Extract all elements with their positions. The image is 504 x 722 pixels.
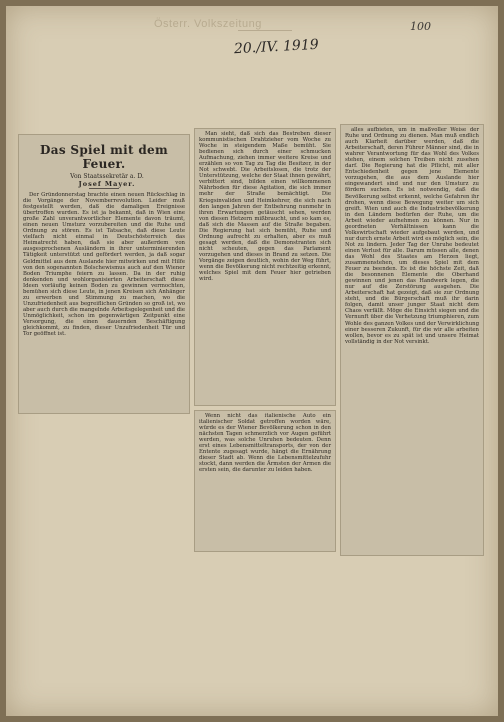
article-title: Das Spiel mit dem Feuer. <box>40 143 168 171</box>
article-text-col4: alles aufbieten, um in maßvoller Weise der Ruhe und Ordnung zu dienen. Man muß endlich auch Klarheit darüber werden, daß die Arbeiterschaft, deren Führer Männer sind, die in wahrer Verantwortung für das Wohl des Volkes stehen, einem solchen Treiben nicht zusehen darf. Die Regierung hat die Pflicht, mit aller Entschiedenheit gegen jene Elemente vorzugehen, die aus dem Auslande hier eingewandert sind und nur den Umsturz zu fördern suchen. Es ist notwendig, daß die Bevölkerung selbst erkennt, welche Gefahren ihr drohen, wenn diese Bewegung weiter um sich greift. Wien und auch die Industriebevölkerung in den Ländern bedürfen der Ruhe, um die Arbeit wieder aufnehmen zu können. Nur in geordneten Verhältnissen kann die Volkswirtschaft wieder aufgebaut werden, und nur durch ernste Arbeit wird es möglich sein, die Not zu lindern. Jeder Tag der Unruhe bedeutet einen Verlust für alle. Darum müssen alle, denen das Wohl des Staates am Herzen liegt, zusammenstehen, um dieses Spiel mit dem Feuer zu beenden. Es ist die höchste Zeit, daß die besonnenen Elemente die Oberhand gewinnen und jenen das Handwerk legen, die nur auf die Zerstörung ausgehen. Die Arbeiterschaft hat gezeigt, daß sie zur Ordnung steht, und die Bürgerschaft muß ihr darin folgen, damit unser junger Staat nicht dem Chaos verfällt. Möge die Einsicht siegen und die Vernunft über die Verhetzung triumphieren, zum Wohle des ganzen Volkes und der Verwirklichung einer besseren Zukunft, für die wir alle arbeiten wollen, bevor es zu spät ist und unsere Heimat vollständig in der Not versinkt. <box>345 127 479 345</box>
article-text-col1: Der Gründonnerstag brachte einen neuen Rückschlag in die Vorgänge der Novemberrevolution. Leider muß festgestellt werden, daß die damaligen Ereignisse übertroffen wurden. Es ist ja bekannt, daß in Wien eine große Zahl unverantwortlicher Elemente davon träumt, einen neuen Umsturz vorzubereiten und die Ruhe und Ordnung zu stören. Es ist Tatsache, daß diese Leute vielfach nicht einmal in Deutschösterreich das Heimatrecht haben, daß sie aber außerdem von ausgesprochenen Ausländern in ihrer unterminierenden Tätigkeit unterstützt und gefördert werden, ja daß sogar Geldmittel aus dem Auslande hier mitwirken und mit Hilfe von den sogenannten Bolschewismus auch auf den Wiener Boden Triumphe feiern zu lassen. Da in der ruhig denkenden und wohlorganisierten Arbeiterschaft diese Ideen vorläufig keinen Boden zu gewinnen vermochten, bemühen sich diese Leute, in jenen Kreisen sich Anhänger zu erwerben und Stimmung zu machen, wo die Unzufriedenheit aus begreiflichen Gründen so groß ist, wo aber auch durch die mangelnde Arbeitsgelegenheit und die Unmöglichkeit, schon im gegenwärtigen Zeitpunkt eine Versorgung, die einen dauernden Beschäftigung gleichkommt, zu finden, dieser Unzufriedenheit Tür und Tor geöffnet ist. <box>23 192 185 338</box>
clipping-column-1 <box>18 134 190 414</box>
title-divider <box>89 188 119 189</box>
article-text-col3: Wenn nicht das italienische Auto ein italienischer Soldat getroffen worden wäre, würde es der Wiener Bevölkerung schon in den nächsten Tagen schmerzlich vor Augen geführt werden, was solche Unruhen bedeuten. Denn erst eines Lebensmitteltransports, der von der Entente zugesagt wurde, hängt die Ernährung dieser Stadt ab. Wenn die Lebensmittelzufuhr stockt, dann werden die Ärmsten der Armen die ersten sein, die darunter zu leiden haben. <box>199 413 331 474</box>
handwritten-number: 100 <box>410 20 431 33</box>
article-text-col2: Man sieht, daß sich das Bestreben dieser kommunistischen Drahtzieher vom Woche zu Woche in steigendem Maße bemüht. Sie bedienen sich durch einer schmucken Aufmachung, ziehen immer weitere Kreise und erzählen so von Tag zu Tag die Besitzer, in der Not schwebt. Die Arbeitslosen, die trotz der Unterstützung, welche der Staat ihnen gewährt, verbittert sind, bilden einen willkommenen Nährboden für diese Agitation, die sich immer mehr der Straße bemächtigt. Die Kriegsinvaliden und Heimkehrer, die sich nach den langen Jahren der Entbehrung nunmehr in ihren Erwartungen getäuscht sehen, werden von diesen Hetzern mißbraucht, und so kam es, daß sich die Massen auf die Straße begaben. Die Regierung hat sich bemüht, Ruhe und Ordnung aufrecht zu erhalten, aber es muß gesagt werden, daß die Demonstranten sich nicht scheuten, gegen das Parlament vorzugehen und dieses in Brand zu setzen. Die Vorgänge zeigen deutlich, wohin der Weg führt, wenn die Bevölkerung nicht rechtzeitig erkennt, welches Spiel mit dem Feuer hier getrieben wird. <box>199 131 331 283</box>
clipping-column-4 <box>340 124 484 556</box>
clipping-column-2 <box>194 128 336 406</box>
stamp-rule <box>238 16 292 31</box>
article-byline: Von Staatssekretär a. D. <box>70 173 144 180</box>
clipping-column-3 <box>194 410 336 552</box>
newspaper-stamp: Österr. Volkszeitung <box>154 18 262 30</box>
article-author: Josef Mayer. <box>78 180 136 188</box>
handwritten-date: 20./IV. 1919 <box>233 36 320 58</box>
